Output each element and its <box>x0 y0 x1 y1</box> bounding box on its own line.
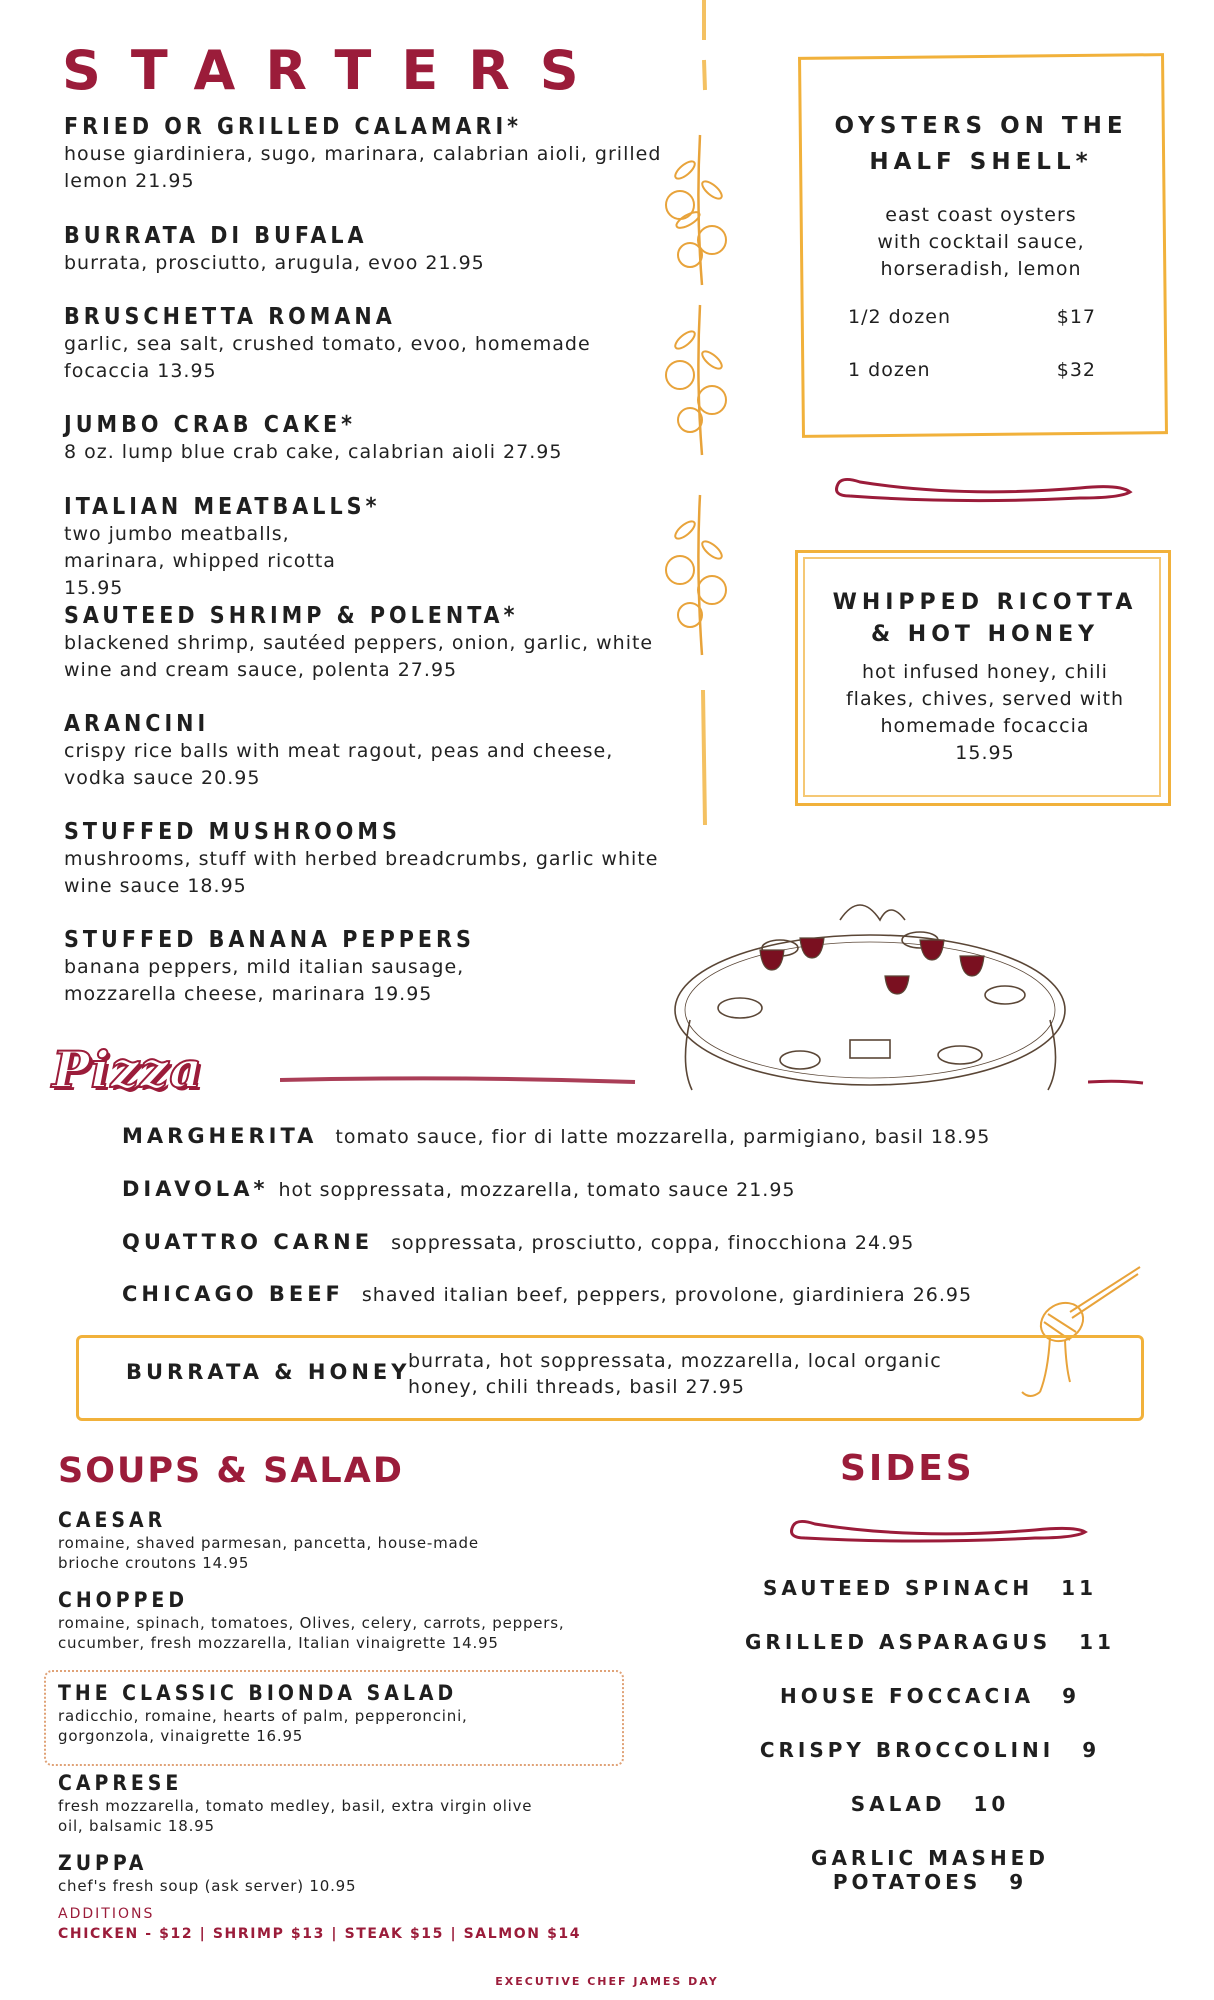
pizza-divider-right <box>1088 1075 1148 1089</box>
starter-item <box>64 926 524 1008</box>
ricotta-content <box>810 587 1160 767</box>
item-desc: banana peppers, mild italian sausage, mozzarella cheese, marinara 19.95 <box>64 956 465 1005</box>
soup-item <box>58 1850 618 1896</box>
oysters-price-row: 1/2 dozen $17 <box>848 306 1096 328</box>
item-desc: soppressata, prosciutto, coppa, finocchiona 24.95 <box>391 1232 915 1254</box>
side-item <box>720 1684 1140 1708</box>
item-price: 11 <box>1079 1630 1115 1654</box>
item-name: CAPRESE <box>58 1771 183 1795</box>
item-name: QUATTRO CARNE <box>122 1230 374 1254</box>
side-item <box>720 1576 1140 1600</box>
side-item <box>720 1630 1140 1654</box>
starter-item <box>64 303 664 385</box>
item-desc: radicchio, romaine, hearts of palm, pepperoncini, gorgonzola, vinaigrette 16.95 <box>58 1707 468 1745</box>
oysters-price-row: 1 dozen $32 <box>848 359 1096 381</box>
side-item <box>720 1738 1140 1762</box>
item-desc: shaved italian beef, peppers, provolone, giardiniera 26.95 <box>361 1284 973 1306</box>
oysters-content <box>806 108 1156 283</box>
side-item <box>720 1846 1140 1894</box>
soups-title: SOUPS & SALAD <box>58 1451 404 1491</box>
pizza-divider <box>280 1070 640 1090</box>
item-name: BURRATA DI BUFALA <box>64 223 368 249</box>
item-name: MARGHERITA <box>122 1124 318 1148</box>
pizza-item <box>122 1124 990 1148</box>
soup-item <box>58 1587 618 1653</box>
additions-label: ADDITIONS <box>58 1906 155 1922</box>
item-name: ARANCINI <box>64 711 210 737</box>
oysters-title: OYSTERS ON THE HALF SHELL* <box>834 113 1128 175</box>
item-desc: fresh mozzarella, tomato medley, basil, extra virgin olive oil, balsamic 18.95 <box>58 1797 533 1835</box>
item-desc: romaine, spinach, tomatoes, Olives, celery, carrots, peppers, cucumber, fresh mozzarella, Italian vinaigrette 14.95 <box>58 1614 565 1652</box>
pizza-title: Pizza <box>52 1040 203 1099</box>
item-name: STUFFED BANANA PEPPERS <box>64 927 475 953</box>
pizza-item <box>122 1177 796 1201</box>
item-desc: mushrooms, stuff with herbed breadcrumbs, garlic white wine sauce 18.95 <box>64 848 659 897</box>
item-desc: garlic, sea salt, crushed tomato, evoo, homemade focaccia 13.95 <box>64 333 591 382</box>
footer-chef: EXECUTIVE CHEF JAMES DAY <box>495 1975 719 1988</box>
starters-title: STARTERS <box>62 39 609 102</box>
item-desc: romaine, shaved parmesan, pancetta, house-made brioche croutons 14.95 <box>58 1534 479 1572</box>
item-name: SAUTEED SHRIMP & POLENTA* <box>64 603 519 629</box>
item-name: GRILLED ASPARAGUS <box>745 1630 1052 1654</box>
item-price: 9 <box>1062 1684 1081 1708</box>
item-desc: blackened shrimp, sautéed peppers, onion, garlic, white wine and cream sauce, polenta 27.95 <box>64 632 654 681</box>
dining-table-illustration <box>660 890 1080 1110</box>
item-name: CHOPPED <box>58 1588 189 1612</box>
item-name: HOUSE FOCCACIA <box>779 1684 1035 1708</box>
soup-item <box>58 1507 618 1573</box>
item-price: 9 <box>1082 1738 1101 1762</box>
ricotta-price: 15.95 <box>955 742 1015 764</box>
item-desc: two jumbo meatballs, marinara, whipped ricotta 15.95 <box>64 523 336 599</box>
item-desc: chef's fresh soup (ask server) 10.95 <box>58 1877 357 1895</box>
side-item <box>720 1792 1140 1816</box>
soup-item <box>58 1680 618 1746</box>
oysters-desc: east coast oysters with cocktail sauce, horseradish, lemon <box>877 204 1085 280</box>
item-name: JUMBO CRAB CAKE* <box>64 412 356 438</box>
item-name: DIAVOLA* <box>122 1177 269 1201</box>
item-price: 10 <box>973 1792 1010 1816</box>
sides-flourish <box>775 1510 1095 1546</box>
starter-item <box>64 411 664 466</box>
pizza-item <box>122 1282 972 1306</box>
item-name: ITALIAN MEATBALLS* <box>64 494 381 520</box>
item-name: STUFFED MUSHROOMS <box>64 819 401 845</box>
starter-item <box>64 818 664 900</box>
soup-item <box>58 1770 618 1836</box>
featured-pizza-name: BURRATA & HONEY <box>126 1360 411 1384</box>
item-name: THE CLASSIC BIONDA SALAD <box>58 1681 458 1705</box>
featured-pizza-desc: burrata, hot soppressata, mozzarella, local organic honey, chili threads, basil 27.95 <box>408 1350 942 1398</box>
item-desc: hot soppressata, mozzarella, tomato sauce 21.95 <box>278 1179 796 1201</box>
item-name: ZUPPA <box>58 1851 148 1875</box>
ricotta-title: WHIPPED RICOTTA & HOT HONEY <box>832 590 1138 647</box>
sides-title: SIDES <box>840 1448 975 1489</box>
item-price: 9 <box>1009 1870 1028 1894</box>
ricotta-desc: hot infused honey, chili flakes, chives, served with homemade focaccia <box>845 661 1125 737</box>
starter-item <box>64 493 394 602</box>
starter-item <box>64 710 624 792</box>
additions-list: CHICKEN - $12 | SHRIMP $13 | STEAK $15 | SALMON $14 <box>58 1926 582 1942</box>
item-price: 11 <box>1061 1576 1098 1600</box>
item-name: SALAD <box>850 1792 946 1816</box>
starter-item <box>64 113 664 195</box>
starter-item <box>64 602 664 684</box>
item-desc: tomato sauce, fior di latte mozzarella, parmigiano, basil 18.95 <box>335 1126 991 1148</box>
item-desc: burrata, prosciutto, arugula, evoo 21.95 <box>64 252 485 274</box>
item-desc: 8 oz. lump blue crab cake, calabrian aioli 27.95 <box>64 441 563 463</box>
item-name: SAUTEED SPINACH <box>762 1576 1034 1600</box>
item-name: CHICAGO BEEF <box>122 1282 344 1306</box>
flourish-divider <box>820 468 1140 508</box>
starter-item <box>64 222 664 277</box>
item-name: BRUSCHETTA ROMANA <box>64 304 396 330</box>
pizza-item <box>122 1230 914 1254</box>
item-name: GARLIC MASHED POTATOES <box>811 1846 1049 1894</box>
item-desc: house giardiniera, sugo, marinara, calabrian aioli, grilled lemon 21.95 <box>64 143 662 192</box>
item-name: CRISPY BROCCOLINI <box>759 1738 1055 1762</box>
item-name: FRIED OR GRILLED CALAMARI* <box>64 114 522 140</box>
item-name: CAESAR <box>58 1508 167 1532</box>
item-desc: crispy rice balls with meat ragout, peas and cheese, vodka sauce 20.95 <box>64 740 614 789</box>
